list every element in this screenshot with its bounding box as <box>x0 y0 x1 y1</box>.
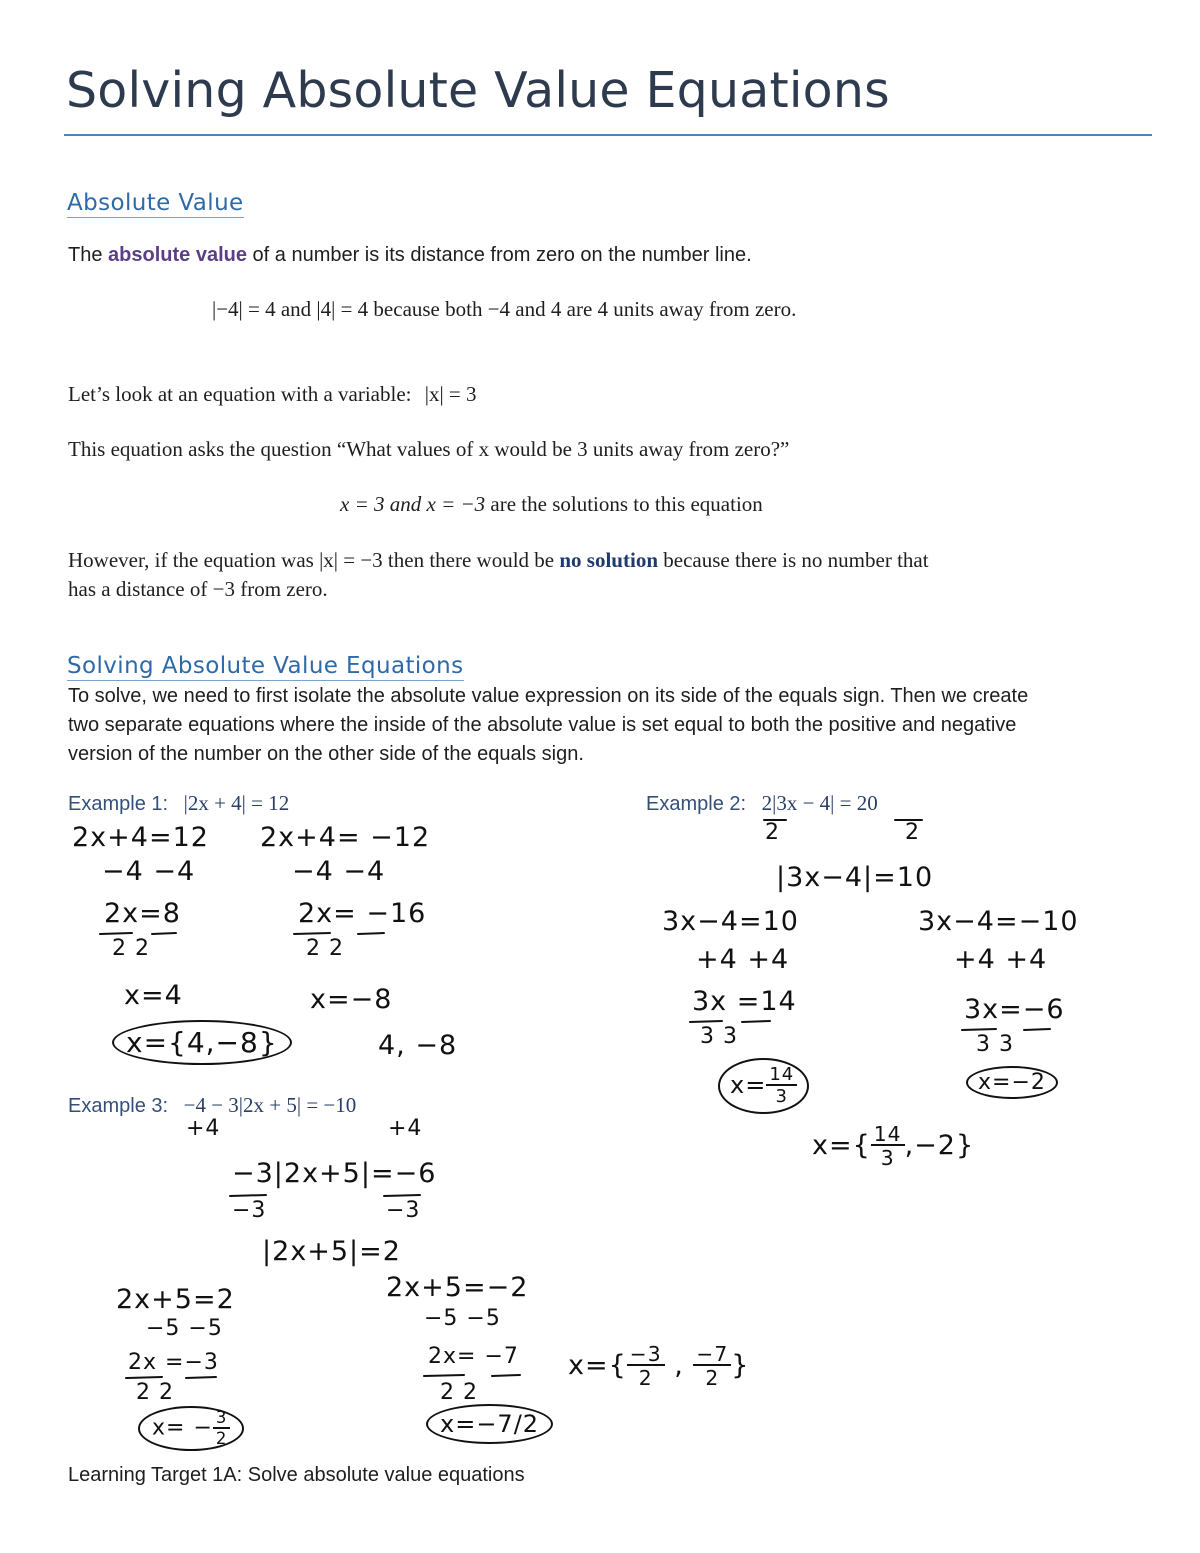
ex2-right-add: +4 +4 <box>954 944 1048 975</box>
ex3-right-bar2 <box>492 1375 520 1376</box>
ex2-left-answer-prefix: x= <box>730 1071 767 1099</box>
intro-line-2: two separate equations where the inside of the absolute value is set equal to both the positive and negative <box>68 714 1017 736</box>
ex2-right-equation: 3x−4=−10 <box>918 906 1079 937</box>
ex1-left-bar1 <box>100 933 132 934</box>
intro-line-3: version of the number on the other side of the equals sign. <box>68 743 584 765</box>
ex2-final-suffix: ,−2} <box>904 1129 975 1161</box>
ex3-final-num1: −3 <box>627 1344 665 1366</box>
ex2-right-div-den: 3 3 <box>976 1032 1014 1057</box>
ex2-final-den: 3 <box>880 1146 895 1171</box>
no-solution-term: no solution <box>559 548 658 572</box>
ex2-left-bar2 <box>742 1021 770 1022</box>
ex3-final-prefix: x={ <box>568 1349 627 1381</box>
ex3-right-answer: x=−7/2 <box>426 1404 553 1444</box>
ex1-right-div-den: 2 2 <box>306 936 344 961</box>
ex3-left-div-num: 2x =−3 <box>128 1350 219 1375</box>
ex2-right-bar1 <box>962 1029 996 1030</box>
ex3-left-answer-den: 2 <box>215 1428 228 1448</box>
ex3-final-suffix: } <box>731 1349 750 1381</box>
example-math: |−4| = 4 and |4| = 4 <box>212 297 369 321</box>
no-solution-suffix: because there is no number that <box>658 548 929 572</box>
ex1-right-div-num: 2x= −16 <box>298 898 427 929</box>
ex3-right-bar1 <box>424 1375 464 1376</box>
ex3-step1-den-left: −3 <box>232 1198 267 1223</box>
ex2-left-add: +4 +4 <box>696 944 790 975</box>
ex3-step1-bar1 <box>230 1195 266 1196</box>
example1-label: Example 1: <box>68 793 169 815</box>
example3-label: Example 3: <box>68 1095 169 1117</box>
definition-prefix: The <box>68 244 109 266</box>
section-heading-solving: Solving Absolute Value Equations <box>67 653 464 679</box>
ex3-left-equation: 2x+5=2 <box>116 1284 235 1315</box>
ex2-final-prefix: x={ <box>812 1129 871 1161</box>
variable-intro-text: Let’s look at an equation with a variable: <box>68 382 412 406</box>
ex2-left-answer-den: 3 <box>775 1086 788 1107</box>
ex2-divisor-right: 2 <box>905 820 920 845</box>
ex3-right-equation: 2x+5=−2 <box>386 1272 529 1303</box>
solutions-math: x = 3 and x = −3 <box>340 492 486 516</box>
example1-equation: |2x + 4| = 12 <box>183 791 290 815</box>
example2-equation: 2|3x − 4| = 20 <box>761 791 878 815</box>
ex1-left-result: x=4 <box>124 980 183 1011</box>
ex3-left-bar1 <box>126 1377 162 1378</box>
ex1-left-div-num: 2x=8 <box>104 898 181 929</box>
example3-equation: −4 − 3|2x + 5| = −10 <box>183 1093 357 1117</box>
ex3-left-bar2 <box>186 1377 216 1378</box>
ex2-right-bar2 <box>1024 1029 1050 1030</box>
ex3-step1-den-right: −3 <box>386 1198 421 1223</box>
ex2-left-bar1 <box>690 1021 722 1022</box>
section-heading-absolute-value: Absolute Value <box>67 190 244 216</box>
variable-equation: |x| = 3 <box>424 382 477 406</box>
intro-line-1: To solve, we need to first isolate the absolute value expression on its side of the equals sign. Then we create <box>68 685 1029 707</box>
ex2-simplified: |3x−4|=10 <box>776 862 934 893</box>
definition-suffix: of a number is its distance from zero on the number line. <box>246 244 752 266</box>
ex1-right-bar2 <box>358 933 384 934</box>
ex2-left-answer-num: 14 <box>766 1066 797 1086</box>
solutions-text: are the solutions to this equation <box>485 492 763 516</box>
ex2-left-div-den: 3 3 <box>700 1024 738 1049</box>
ex3-final-den2: 2 <box>705 1366 720 1391</box>
ex3-step1: −3|2x+5|=−6 <box>232 1158 437 1189</box>
ex3-step2: |2x+5|=2 <box>262 1236 401 1267</box>
example-text: because both −4 and 4 are 4 units away from zero. <box>368 297 797 321</box>
learning-target: Learning Target 1A: Solve absolute value equations <box>68 1464 525 1486</box>
ex2-divisor-left: 2 <box>765 820 780 845</box>
ex1-answer: x={4,−8} <box>112 1020 292 1065</box>
ex3-left-answer-prefix: x= − <box>152 1415 213 1441</box>
ex3-left-div-den: 2 2 <box>136 1380 174 1405</box>
ex3-left-subtract: −5 −5 <box>146 1316 223 1341</box>
question-text: This equation asks the question “What values of x would be 3 units away from zero?” <box>68 437 790 461</box>
ex1-note: 4, −8 <box>378 1030 458 1061</box>
page-title: Solving Absolute Value Equations <box>66 62 890 119</box>
ex3-right-subtract: −5 −5 <box>424 1306 501 1331</box>
ex3-left-answer-num: 3 <box>213 1410 231 1429</box>
ex1-left-equation: 2x+4=12 <box>72 822 209 853</box>
ex1-right-bar1 <box>294 933 330 934</box>
ex3-add-left: +4 <box>186 1116 221 1141</box>
ex3-add-right: +4 <box>388 1116 423 1141</box>
definition-term: absolute value <box>108 244 247 266</box>
ex1-left-bar2 <box>152 933 176 934</box>
ex2-right-div-num: 3x=−6 <box>964 994 1065 1025</box>
ex3-final-den1: 2 <box>638 1366 653 1391</box>
ex1-right-subtract: −4 −4 <box>292 856 386 887</box>
ex1-right-equation: 2x+4= −12 <box>260 822 431 853</box>
example2-label: Example 2: <box>646 793 747 815</box>
ex3-final-comma: , <box>664 1349 694 1381</box>
ex2-left-equation: 3x−4=10 <box>662 906 799 937</box>
ex2-left-div-num: 3x =14 <box>692 986 797 1017</box>
no-solution-prefix: However, if the equation was |x| = −3 then there would be <box>68 548 560 572</box>
ex3-final-num2: −7 <box>693 1344 731 1366</box>
ex3-right-div-num: 2x= −7 <box>428 1344 519 1369</box>
ex1-left-subtract: −4 −4 <box>102 856 196 887</box>
ex1-right-result: x=−8 <box>310 984 393 1015</box>
ex2-final-num: 14 <box>871 1124 905 1146</box>
ex3-step1-bar2 <box>384 1195 420 1196</box>
ex2-right-answer: x=−2 <box>966 1066 1058 1099</box>
no-solution-line2: has a distance of −3 from zero. <box>68 577 328 601</box>
ex3-right-div-den: 2 2 <box>440 1380 478 1405</box>
ex1-left-div-den: 2 2 <box>112 936 150 961</box>
